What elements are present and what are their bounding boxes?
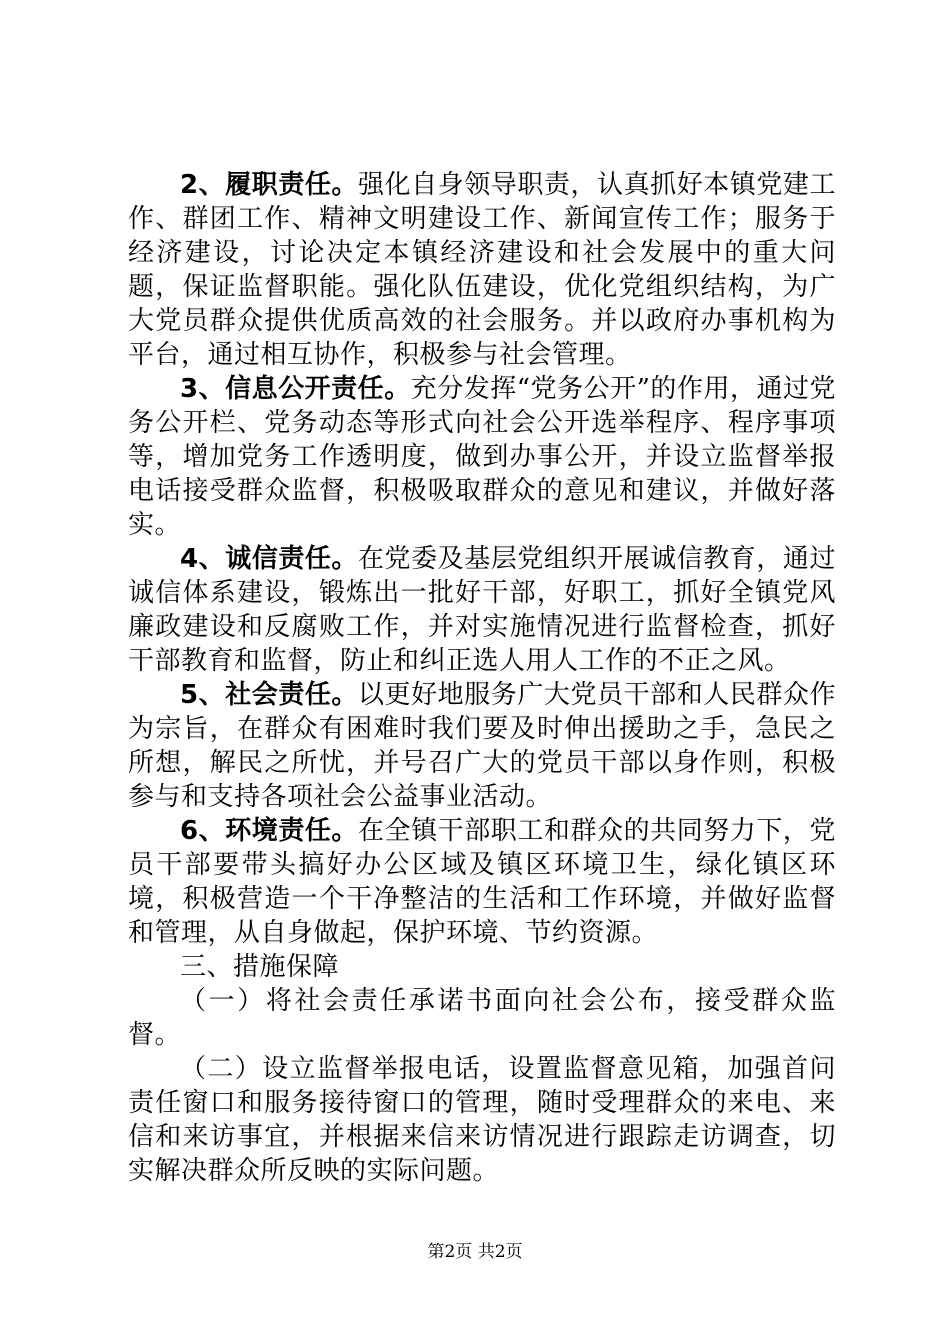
paragraph-heading: 6、环境责任。 [180,816,358,846]
measure-item-text: （二）设立监督举报电话，设置监督意见箱，加强首问责任窗口和服务接待窗口的管理，随时受理群众的来电、来信和来访事宜，并根据来信来访情况进行跟踪走访调查，切实解决群众所反映的实际问题。 [128,1054,836,1186]
paragraph-heading: 3、信息公开责任。 [180,374,411,404]
paragraph-text: 充分发挥“党务公开”的作用，通过党务公开栏、党务动态等形式向社会公开选举程序、程序事项等，增加党务工作透明度，做到办事公开，并设立监督举报电话接受群众监督，积极吸取群众的意见和建议，并做好落实。 [128,374,837,540]
paragraph-heading: 4、诚信责任。 [180,544,358,574]
paragraph-environment-responsibility [128,814,836,950]
section-heading-text: 三、措施保障 [180,952,340,982]
paragraph-text: 在党委及基层党组织开展诚信教育，通过诚信体系建设，锻炼出一批好干部，好职工，抓好全镇党风廉政建设和反腐败工作，并对实施情况进行监督检查，抓好干部教育和监督，防止和纠正选人用人工作的不正之风。 [128,544,836,676]
paragraph-text: 强化自身领导职责，认真抓好本镇党建工作、群团工作、精神文明建设工作、新闻宣传工作；服务于经济建设，讨论决定本镇经济建设和社会发展中的重大问题，保证监督职能。强化队伍建设，优化党组织结构，为广大党员群众提供优质高效的社会服务。并以政府办事机构为平台，通过相互协作，积极参与社会管理。 [128,170,836,370]
measure-item-1 [128,984,836,1052]
paragraph-heading: 2、履职责任。 [180,170,358,200]
measure-item-2 [128,1052,836,1188]
document-body [128,168,836,1188]
paragraph-text: 在全镇干部职工和群众的共同努力下，党员干部要带头搞好办公区域及镇区环境卫生，绿化镇区环境，积极营造一个干净整洁的生活和工作环境，并做好监督和管理，从自身做起，保护环境、节约资源。 [128,816,836,948]
section-heading-measures [128,950,836,984]
page-number-footer: 第2页 共2页 [427,1242,523,1262]
paragraph-heading: 5、社会责任。 [180,680,358,710]
measure-item-text: （一）将社会责任承诺书面向社会公布，接受群众监督。 [128,986,836,1050]
paragraph-information-disclosure [128,372,836,542]
paragraph-performance-responsibility [128,168,836,372]
paragraph-text: 以更好地服务广大党员干部和人民群众作为宗旨，在群众有困难时我们要及时伸出援助之手，急民之所想，解民之所忧，并号召广大的党员干部以身作则，积极参与和支持各项社会公益事业活动。 [128,680,836,812]
paragraph-social-responsibility [128,678,836,814]
paragraph-integrity-responsibility [128,542,836,678]
